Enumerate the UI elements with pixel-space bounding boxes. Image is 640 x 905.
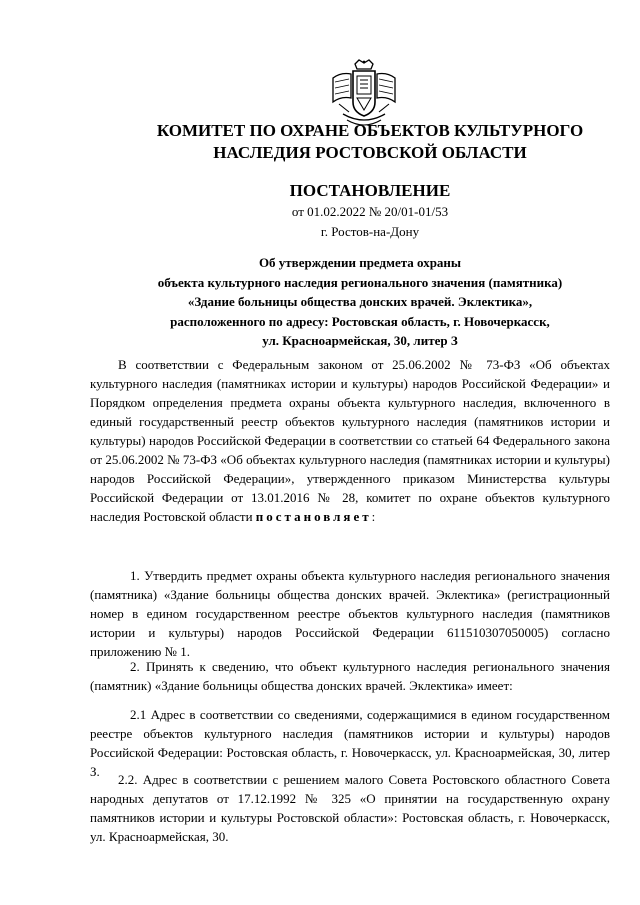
title-line-2: объекта культурного наследия регионального значения (памятника) xyxy=(157,274,563,290)
item-2-1-text: 2.1 Адрес в соответствии со сведениями, содержащимися в едином государственном реестре объектов культурного наследия (памятников истории и культуры) народов Российской Федерации: Ростовская область, г. Новочеркасск, ул. Красноармейская, 30, литер З. xyxy=(90,707,610,779)
item-2-text: 2. Принять к сведению, что объект культурного наследия регионального значения (памятник) «Здание больницы общества донских врачей. Эклектика» имеет: xyxy=(90,659,610,693)
title-line-3: «Здание больницы общества донских врачей. Эклектика», xyxy=(187,294,533,309)
item-1-text: 1. Утвердить предмет охраны объекта культурного наследия регионального значения (памятника) «Здание больницы общества донских врачей. Эклектика» (регистрационный номер в едином государственном реестре объектов культурного наследия (памятников истории и культуры) народов Российской Федерации 611510307050005) согласно приложению № 1. xyxy=(90,568,610,659)
item-1-paragraph xyxy=(90,566,610,661)
resolves-colon: : xyxy=(371,509,376,524)
document-type: ПОСТАНОВЛЕНИЕ xyxy=(289,181,451,200)
preamble-paragraph xyxy=(90,355,610,526)
item-2-2-text: 2.2. Адрес в соответствии с решением малого Совета Ростовского областного Совета народных депутатов от 17.12.1992 № 325 «О принятии на государственную охрану памятников истории и культуры Ростовской области»: Ростовская область, г. Новочеркасск, ул. Красноармейская, 30. xyxy=(90,772,610,844)
organization-name xyxy=(120,120,620,164)
title-line-4: расположенного по адресу: Ростовская область, г. Новочеркасск, xyxy=(170,313,550,329)
document-date-number: от 01.02.2022 № 20/01-01/53 xyxy=(291,204,449,219)
org-line-2: НАСЛЕДИЯ РОСТОВСКОЙ ОБЛАСТИ xyxy=(213,143,527,162)
org-line-1: КОМИТЕТ ПО ОХРАНЕ ОБЪЕКТОВ КУЛЬТУРНОГО xyxy=(156,121,584,140)
document-city: г. Ростов-на-Дону xyxy=(320,224,420,239)
item-2-2-paragraph xyxy=(90,770,610,846)
title-line-1: Об утверждении предмета охраны xyxy=(258,255,462,270)
resolves-word: постановляет xyxy=(255,509,372,524)
title-line-5: ул. Красноармейская, 30, литер З xyxy=(262,333,458,348)
document-title xyxy=(110,253,610,351)
preamble-text: В соответствии с Федеральным законом от 25.06.2002 № 73-ФЗ «Об объектах культурного наследия (памятниках истории и культуры) народов Российской Федерации» и Порядком определения предмета охраны объекта культурного наследия, включенного в единый государственный реестр объектов культурного наследия (памятников истории и культуры) народов Российской Федерации в соответствии со статьей 64 Федерального закона от 25.06.2002 № 73-ФЗ «Об объектах культурного наследия (памятниках истории и культуры) народов Российской Федерации», утвержденного приказом Министерства культуры Российской Федерации от 13.01.2016 № 28, комитет по охране объектов культурного наследия Ростовской области xyxy=(90,357,610,524)
item-2-paragraph xyxy=(90,657,610,695)
